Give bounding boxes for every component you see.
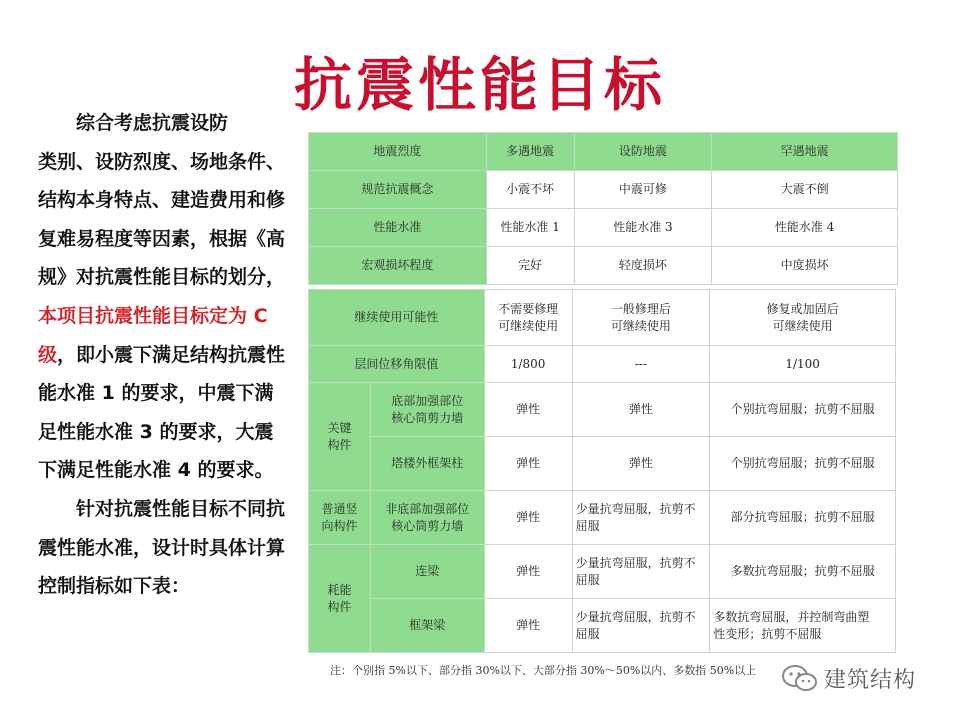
table-cell: 修复或加固后 可继续使用	[710, 290, 896, 346]
table-cell: 性能水准 4	[712, 209, 898, 247]
table-row	[309, 491, 896, 545]
table-row	[309, 545, 896, 599]
table-row	[309, 133, 898, 171]
table-cell: 规范抗震概念	[309, 171, 487, 209]
table-cell: 性能水准 1	[486, 209, 574, 247]
description-text	[38, 104, 286, 606]
table-row	[309, 290, 896, 346]
wechat-icon	[780, 663, 820, 693]
table-cell: 轻度损坏	[574, 247, 712, 285]
table-cell: 弹性	[484, 599, 572, 653]
table-cell: 完好	[486, 247, 574, 285]
table-cell: 多遇地震	[486, 133, 574, 171]
table-row	[309, 247, 898, 285]
description-body: 类别、设防烈度、场地条件、结构本身特点、建造费用和修复难易程度等因素，根据《高规》对抗震性能目标的划分，	[38, 150, 286, 289]
table-cell: ---	[572, 346, 710, 383]
group-label-normal: 普通竖 向构件	[309, 491, 371, 545]
table-cell: 多数抗弯屈服；抗剪不屈服	[710, 545, 896, 599]
slide-title: 抗震性能目标	[293, 51, 666, 119]
table-cell: 部分抗弯屈服；抗剪不屈服	[710, 491, 896, 545]
table-cell: 多数抗弯屈服，并控制弯曲塑 性变形；抗剪不屈服	[710, 599, 896, 653]
table-cell: 框架梁	[370, 599, 484, 653]
table-row	[309, 209, 898, 247]
table-cell: 地震烈度	[309, 133, 487, 171]
table-footnote: 注：个别指 5%以下、部分指 30%以下、大部分指 30%～50%以内、多数指 50%以上	[330, 664, 757, 677]
description-paragraph	[38, 143, 286, 490]
table-cell: 弹性	[484, 545, 572, 599]
table-cell: 中度损坏	[712, 247, 898, 285]
table-cell: 层间位移角限值	[309, 346, 485, 383]
table-cell: 继续使用可能性	[309, 290, 485, 346]
table-cell: 弹性	[484, 383, 572, 437]
table-cell: 小震不坏	[486, 171, 574, 209]
highlight-target: 本项目抗震性能目标定为 C 级	[38, 304, 268, 366]
group-label-key: 关键 构件	[309, 383, 371, 491]
table-cell: 弹性	[484, 437, 572, 491]
table-cell: 弹性	[484, 491, 572, 545]
table-cell: 少量抗弯屈服，抗剪不 屈服	[572, 545, 710, 599]
table-cell: 设防地震	[574, 133, 712, 171]
table-cell: 不需要修理 可继续使用	[484, 290, 572, 346]
table-cell: 底部加强部位 核心筒剪力墙	[370, 383, 484, 437]
table-row	[309, 383, 896, 437]
description-paragraph2: 针对抗震性能目标不同抗震性能水准，设计时具体计算控制指标如下表：	[38, 497, 286, 598]
table-cell: 宏观损坏程度	[309, 247, 487, 285]
table-cell: 弹性	[572, 437, 710, 491]
table-row	[309, 437, 896, 491]
watermark-text: 建筑结构	[824, 667, 917, 693]
group-label-energy: 耗能 构件	[309, 545, 371, 653]
table-cell: 大震不倒	[712, 171, 898, 209]
component-performance-table	[308, 289, 896, 653]
description-line1: 综合考虑抗震设防	[76, 112, 229, 134]
table-row	[309, 346, 896, 383]
table-cell: 少量抗弯屈服，抗剪不 屈服	[572, 491, 710, 545]
table-cell: 1/800	[484, 346, 572, 383]
performance-level-table	[308, 132, 898, 285]
watermark	[780, 662, 950, 694]
description-tail: ，即小震下满足结构抗震性能水准 1 的要求，中震下满足性能水准 3 的要求，大震下满足性能水准 4 的要求。	[38, 343, 286, 482]
table-cell: 弹性	[572, 383, 710, 437]
table-cell: 一般修理后 可继续使用	[572, 290, 710, 346]
table-cell: 中震可修	[574, 171, 712, 209]
table-cell: 非底部加强部位 核心筒剪力墙	[370, 491, 484, 545]
table-row	[309, 599, 896, 653]
table-cell: 性能水准	[309, 209, 487, 247]
table-cell: 个别抗弯屈服；抗剪不屈服	[710, 437, 896, 491]
table-cell: 性能水准 3	[574, 209, 712, 247]
table-cell: 连梁	[370, 545, 484, 599]
table-row	[309, 171, 898, 209]
table-cell: 个别抗弯屈服；抗剪不屈服	[710, 383, 896, 437]
table-cell: 少量抗弯屈服，抗剪不 屈服	[572, 599, 710, 653]
table-cell: 塔楼外框架柱	[370, 437, 484, 491]
table-cell: 罕遇地震	[712, 133, 898, 171]
table-cell: 1/100	[710, 346, 896, 383]
